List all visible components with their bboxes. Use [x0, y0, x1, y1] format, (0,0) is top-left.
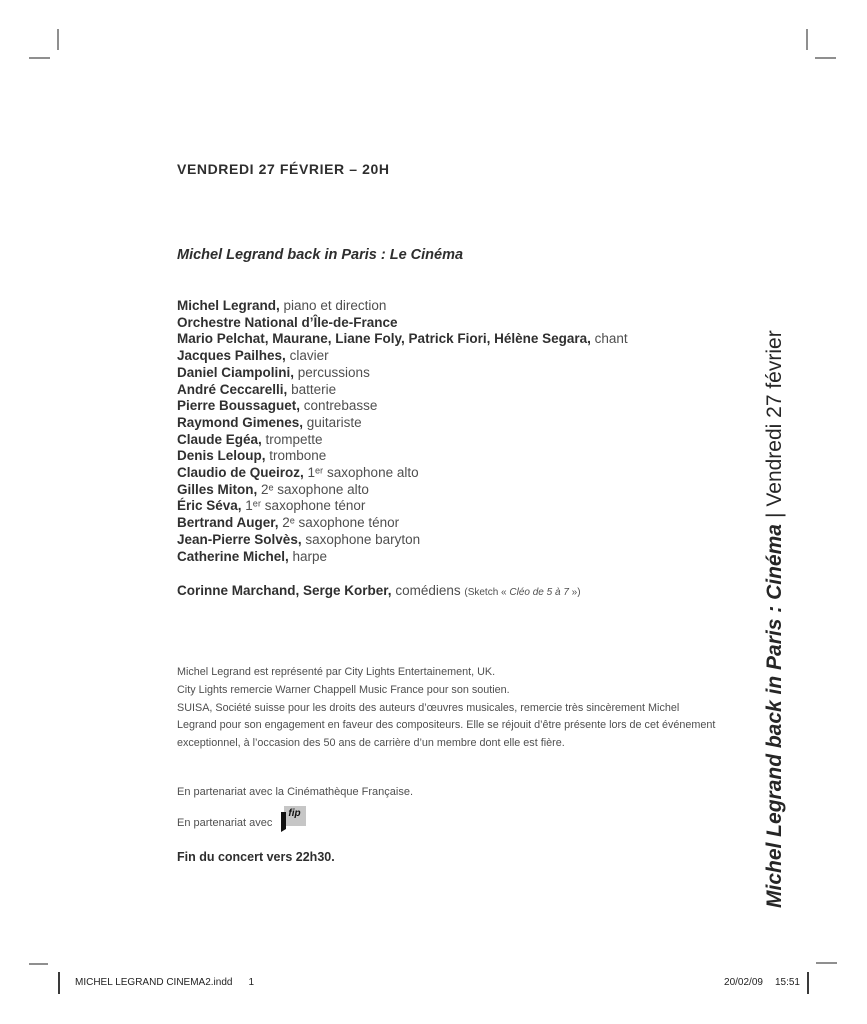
performer-name: Mario Pelchat, Maurane, Liane Foly, Patrick Fiori, Hélène Segara,	[177, 331, 591, 347]
partner-cinematheque: En partenariat avec la Cinémathèque Française.	[177, 786, 414, 798]
performer-line	[177, 415, 628, 432]
performer-role: trombone	[265, 448, 327, 464]
sidebar-date: Vendredi 27 février	[763, 330, 786, 507]
performer-role: 2ᵉ saxophone ténor	[278, 515, 400, 531]
performer-role: contrebasse	[300, 398, 378, 414]
performer-role: harpe	[288, 548, 328, 564]
crop-mark-top-left-horizontal	[29, 57, 50, 59]
event-date-header: VENDREDI 27 FÉVRIER – 20H	[177, 161, 390, 177]
performer-line	[177, 331, 628, 348]
fip-logo-label: fip	[288, 808, 301, 819]
sketch-title: Cléo de 5 à 7	[509, 587, 569, 598]
fip-logo-flag	[281, 812, 286, 829]
performer-name: Jean-Pierre Solvès,	[177, 531, 302, 547]
fip-logo-flag-tip	[281, 829, 286, 832]
sidebar-title: Michel Legrand back in Paris : Cinéma	[763, 524, 786, 908]
comedians-line	[177, 583, 581, 598]
concert-end-note: Fin du concert vers 22h30.	[177, 850, 335, 864]
credit-suisa: SUISA, Société suisse pour les droits des auteurs d’œuvres musicales, remercie très sincèrement Michel Legrand pour son engagement en faveur des compositeurs. Elle se réjouit d’être présente lors de cet événement exceptionnel, à l’occasion des 50 ans de carrière d’un membre dont elle est fière.	[177, 701, 716, 750]
performer-name: Michel Legrand,	[177, 298, 280, 313]
performer-name: Denis Leloup,	[177, 448, 266, 464]
performer-line	[177, 432, 628, 449]
partner-fip-text: En partenariat avec	[177, 817, 273, 829]
performer-role: piano et direction	[279, 298, 387, 313]
performer-name: Daniel Ciampolini,	[177, 364, 295, 380]
sketch-note	[464, 587, 580, 598]
crop-mark-bottom-left-horizontal	[29, 963, 48, 965]
comedian-names: Corinne Marchand, Serge Korber,	[177, 583, 392, 598]
slug-tick-right	[807, 972, 809, 994]
slug-timestamp-line	[724, 977, 800, 988]
performer-line	[177, 382, 628, 399]
page-title: Michel Legrand back in Paris : Le Cinéma	[177, 247, 464, 263]
slug-filename: MICHEL LEGRAND CINEMA2.indd	[75, 977, 233, 988]
performer-line	[177, 348, 628, 365]
performer-line	[177, 515, 628, 532]
slug-date: 20/02/09	[724, 977, 763, 988]
fip-logo-icon	[278, 806, 307, 832]
performer-line	[177, 498, 628, 515]
performers-list	[177, 298, 628, 565]
slug-tick-left	[58, 972, 60, 994]
performer-line	[177, 398, 628, 415]
performer-role: 1ᵉʳ saxophone ténor	[241, 498, 366, 514]
performer-name: Gilles Miton,	[177, 481, 258, 497]
performer-name: Bertrand Auger,	[177, 515, 279, 531]
performer-role: 2ᵉ saxophone alto	[257, 481, 369, 497]
performer-name: Raymond Gimenes,	[177, 414, 304, 430]
performer-name: Claude Egéa,	[177, 431, 262, 447]
sidebar-vertical-title	[763, 330, 787, 908]
comedian-role: comédiens	[391, 583, 465, 598]
performer-role: saxophone baryton	[301, 531, 421, 547]
performer-name: Jacques Pailhes,	[177, 348, 286, 364]
performer-line	[177, 549, 628, 566]
performer-name: Claudio de Queiroz,	[177, 465, 304, 481]
slug-filename-line	[75, 977, 254, 988]
sidebar-separator: |	[763, 512, 786, 519]
performer-line	[177, 365, 628, 382]
crop-mark-top-right-horizontal	[815, 57, 836, 59]
performer-role: trompette	[261, 431, 323, 447]
performer-name: Catherine Michel,	[177, 548, 289, 564]
partner-fip	[177, 806, 307, 832]
credit-city-lights-representation: Michel Legrand est représenté par City Lights Entertainement, UK.	[177, 666, 496, 678]
performer-role: guitariste	[303, 414, 362, 430]
performer-role: 1ᵉʳ saxophone alto	[303, 465, 419, 481]
performer-name: Pierre Boussaguet,	[177, 398, 301, 414]
credit-warner-chappell: City Lights remercie Warner Chappell Music France pour son soutien.	[177, 683, 510, 696]
sketch-note-suffix: »)	[568, 587, 581, 598]
credits-block	[177, 664, 717, 753]
performer-role: clavier	[285, 348, 329, 364]
crop-mark-top-right-vertical	[806, 29, 808, 50]
performer-role: chant	[590, 331, 628, 347]
performer-name: André Ceccarelli,	[177, 381, 288, 397]
performer-role: batterie	[287, 381, 337, 397]
performer-line	[177, 482, 628, 499]
performer-line	[177, 448, 628, 465]
crop-mark-bottom-right-horizontal	[816, 962, 837, 964]
performer-line	[177, 532, 628, 549]
performer-line	[177, 298, 628, 315]
sketch-note-prefix: (Sketch «	[464, 587, 510, 598]
performer-role: percussions	[294, 364, 370, 380]
performer-line	[177, 315, 628, 332]
slug-time: 15:51	[774, 977, 800, 988]
crop-mark-top-left-vertical	[57, 29, 59, 50]
performer-name: Orchestre National d’Île-de-France	[177, 314, 398, 330]
performer-name: Éric Séva,	[177, 498, 242, 514]
performer-line	[177, 465, 628, 482]
slug-page-number: 1	[248, 977, 255, 988]
